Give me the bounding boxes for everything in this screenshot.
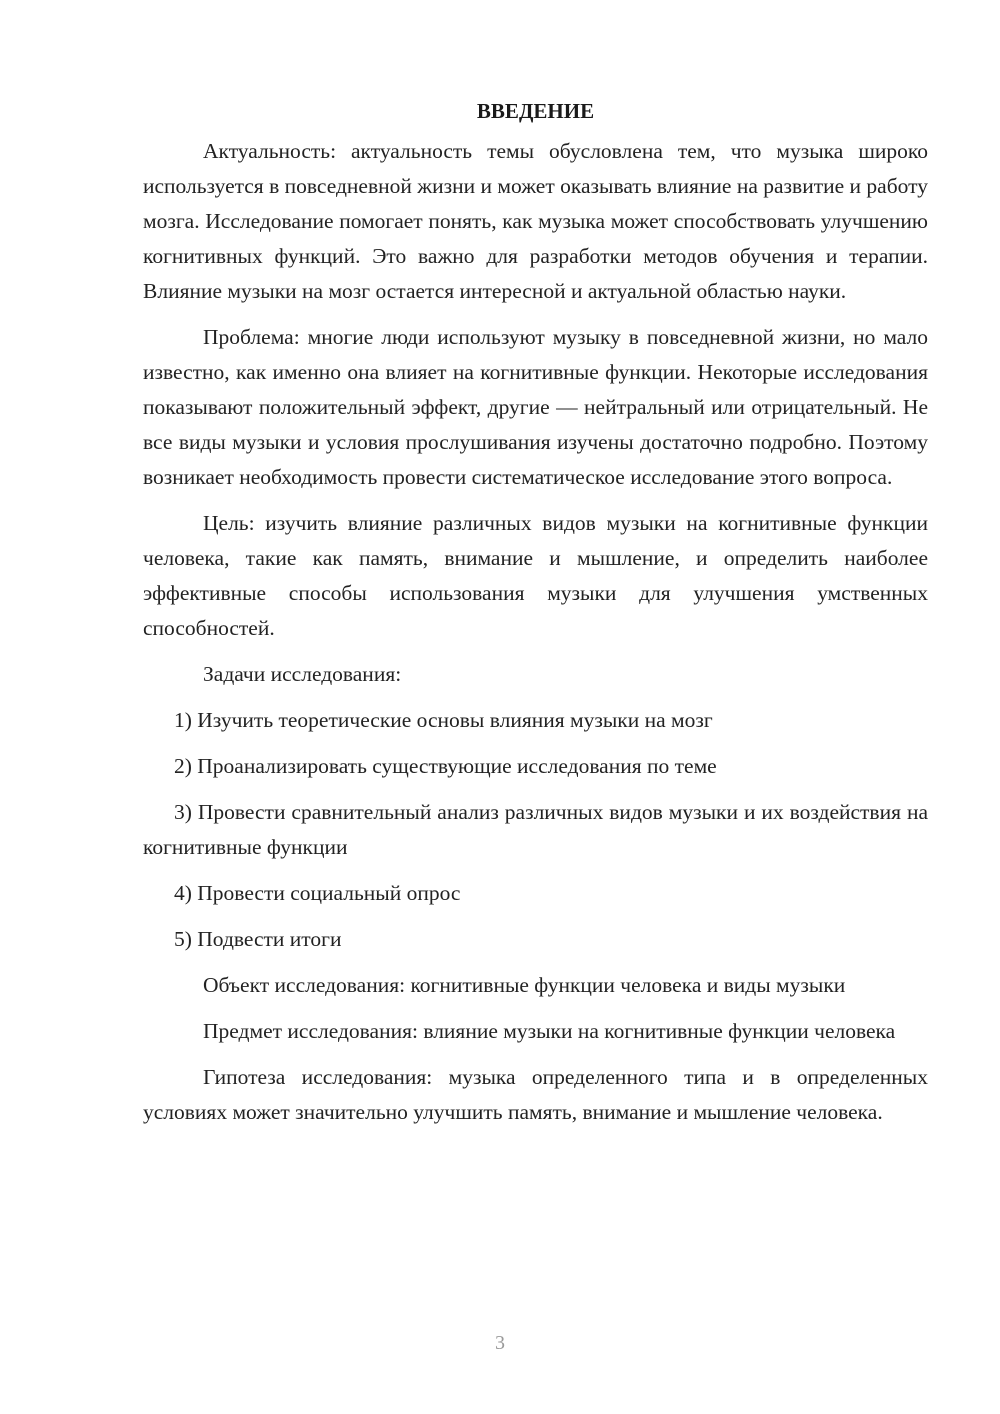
task-item: 5) Подвести итоги [174, 927, 342, 951]
problem-paragraph: Проблема: многие люди используют музыку в повседневной жизни, но мало известно, как именно она влияет на когнитивные функции. Некоторые исследования показывают положительный эффект, другие — нейтральный или отрицательный. Не все виды музыки и условия прослушивания изучены достаточно подробно. Поэтому возникает необходимость провести систематическое исследование этого вопроса. [143, 325, 928, 489]
task-item: 2) Проанализировать существующие исследования по теме [174, 754, 717, 778]
task-item: 4) Провести социальный опрос [174, 881, 461, 905]
object-paragraph: Объект исследования: когнитивные функции человека и виды музыки [203, 973, 846, 997]
task-item: 1) Изучить теоретические основы влияния музыки на мозг [174, 708, 713, 732]
subject-paragraph: Предмет исследования: влияние музыки на когнитивные функции человека [203, 1019, 896, 1043]
page-content [143, 94, 928, 1141]
hypothesis-paragraph: Гипотеза исследования: музыка определенного типа и в определенных условиях может значительно улучшить память, внимание и мышление человека. [143, 1065, 928, 1124]
section-title: ВВЕДЕНИЕ [476, 99, 595, 123]
tasks-heading: Задачи исследования: [203, 662, 402, 686]
relevance-paragraph: Актуальность: актуальность темы обусловлена тем, что музыка широко используется в повседневной жизни и может оказывать влияние на развитие и работу мозга. Исследование помогает понять, как музыка может способствовать улучшению когнитивных функций. Это важно для разработки методов обучения и терапии. Влияние музыки на мозг остается интересной и актуальной областью науки. [143, 139, 928, 303]
page-number: 3 [495, 1332, 505, 1354]
goal-paragraph: Цель: изучить влияние различных видов музыки на когнитивные функции человека, такие как память, внимание и мышление, и определить наиболее эффективные способы использования музыки для улучшения умственных способностей. [143, 511, 928, 640]
task-item: 3) Провести сравнительный анализ различных видов музыки и их воздействия на когнитивные функции [143, 800, 928, 859]
